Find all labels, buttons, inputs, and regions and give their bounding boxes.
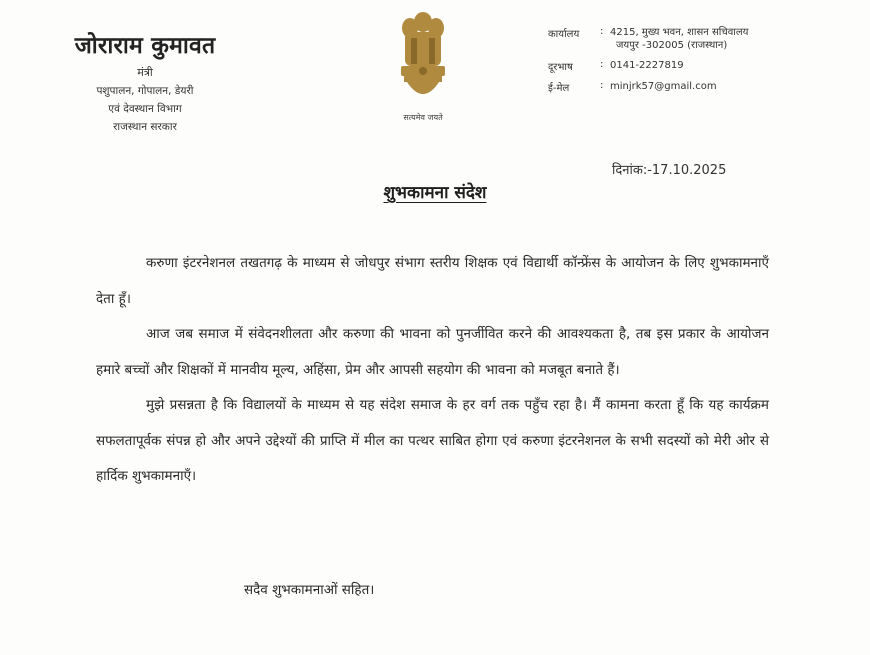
email-address: minjrk57@gmail.com [610, 81, 717, 92]
subject-heading [0, 180, 870, 203]
office-address-line-1: 4215, मुख्य भवन, शासन सचिवालय [610, 27, 749, 38]
department-line-2: एवं देवस्थान विभाग [108, 103, 182, 115]
office-address-line-2: जयपुर -302005 (राजस्थान) [616, 40, 728, 51]
minister-title: मंत्री [137, 66, 153, 79]
email-row: ई-मेल : minjrk57@gmail.com [548, 80, 848, 94]
email-label: ई-मेल [548, 83, 570, 94]
phone-number: 0141-2227819 [610, 60, 684, 71]
department-line-1: पशुपालन, गोपालन, डेयरी [96, 85, 194, 97]
phone-label: दूरभाष [548, 62, 573, 73]
letter-body [96, 246, 769, 495]
closing-line: सदैव शुभकामनाओं सहित। [244, 582, 375, 598]
paragraph-3: मुझे प्रसन्नता है कि विद्यालयों के माध्यम से यह संदेश समाज के हर वर्ग तक पहुँच रहा है। मैं कामना करता हूँ कि यह कार्यक्रम सफलतापूर्वक संपन्न हो और अपने उद्देश्यों की प्राप्ति में मील का पत्थर साबित होगा एवं करुणा इंटरनेशनल के सभी सदस्यों को मेरी ओर से हार्दिक शुभकामनाएँ। [96, 397, 769, 484]
subject-text: शुभकामना संदेश [383, 183, 487, 203]
contact-block [548, 26, 848, 101]
paragraph-2: आज जब समाज में संवेदनशीलता और करुणा की भावना को पुनर्जीवित करने की आवश्यकता है, तब इस प्रकार के आयोजन हमारे बच्चों और शिक्षकों में मानवीय मूल्य, अहिंसा, प्रेम और आपसी सहयोग की भावना को मजबूत बनाते हैं। [96, 326, 769, 378]
department-line-3: राजस्थान सरकार [113, 121, 177, 133]
office-label: कार्यालय [548, 29, 580, 40]
paragraph-1: करुणा इंटरनेशनल तखतगढ़ के माध्यम से जोधपुर संभाग स्तरीय शिक्षक एवं विद्यार्थी कॉन्फ्रेंस के आयोजन के लिए शुभकामनाएँ देता हूँ। [96, 255, 769, 307]
phone-row: दूरभाष : 0141-2227819 [548, 59, 848, 73]
national-emblem [388, 8, 458, 126]
letter-date: दिनांक:-17.10.2025 [612, 163, 727, 178]
sender-block [40, 28, 250, 134]
office-row: कार्यालय : 4215, मुख्य भवन, शासन सचिवालय जयपुर -302005 (राजस्थान) [548, 26, 848, 52]
emblem-motto: सत्यमेव जयते [403, 113, 443, 122]
lion-capital-icon [395, 8, 451, 110]
minister-name: जोराराम कुमावत [74, 33, 216, 59]
